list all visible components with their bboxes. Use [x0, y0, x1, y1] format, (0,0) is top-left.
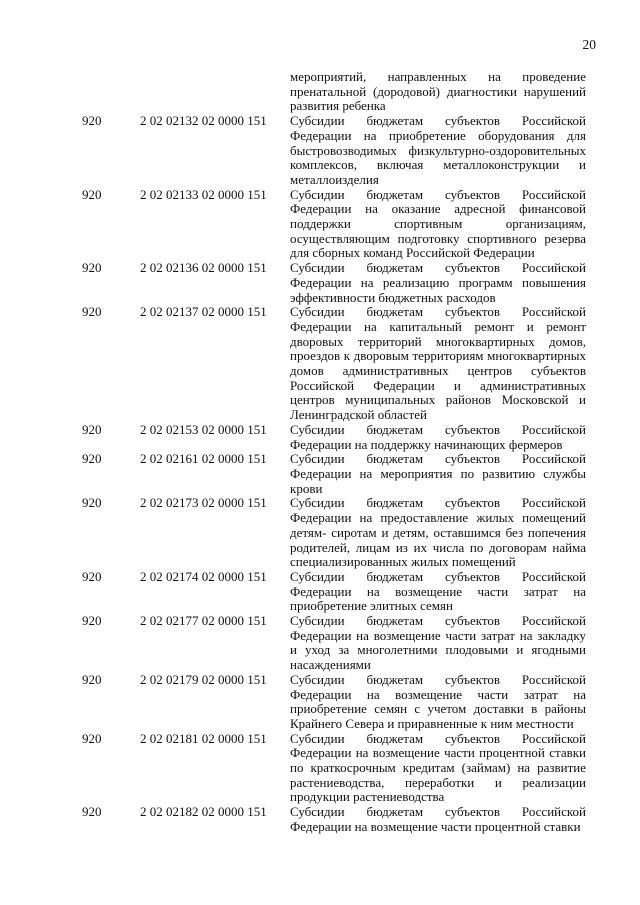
admin-code: 920: [82, 671, 102, 687]
kbk-code: 2 02 02179 02 0000 151: [140, 671, 267, 687]
kbk-code: 2 02 02133 02 0000 151: [140, 186, 267, 202]
kbk-code: 2 02 02174 02 0000 151: [140, 568, 267, 584]
table-row: [82, 570, 586, 614]
kbk-code: 2 02 02132 02 0000 151: [140, 113, 267, 129]
page-number: 20: [582, 37, 596, 52]
table-row: [82, 261, 586, 305]
row-description: Субсидии бюджетам субъектов Российской Федерации на возмещение части затрат на закладку и уход за многолетними плодовыми и ягодными насаждениями: [290, 613, 586, 673]
table-row: [82, 452, 586, 496]
table-row: [82, 614, 586, 673]
row-description: Субсидии бюджетам субъектов Российской Федерации на поддержку начинающих фермеров: [290, 421, 586, 452]
budget-codes-table: [82, 70, 586, 835]
row-description: Субсидии бюджетам субъектов Российской Федерации на мероприятия по развитию службы крови: [290, 451, 586, 496]
table-row: [82, 114, 586, 188]
table-row: [82, 805, 586, 834]
row-description: Субсидии бюджетам субъектов Российской Федерации на возмещение части затрат на приобретение элитных семян: [290, 568, 586, 614]
table-row: [82, 70, 586, 114]
kbk-code: 2 02 02137 02 0000 151: [140, 304, 267, 320]
kbk-code: 2 02 02182 02 0000 151: [140, 804, 267, 820]
kbk-code: 2 02 02173 02 0000 151: [140, 495, 267, 511]
admin-code: 920: [82, 495, 102, 511]
row-description: Субсидии бюджетам субъектов Российской Федерации на оказание адресной финансовой поддержки спортивным организациям, осуществляющим подготовку спортивного резерва для сборных команд Российской Федерации: [290, 186, 586, 261]
table-row: [82, 188, 586, 262]
admin-code: 920: [82, 186, 102, 202]
row-description: Субсидии бюджетам субъектов Российской Федерации на возмещение части затрат на приобретение семян с учетом доставки в районы Крайнего Севера и приравненные к ним местности: [290, 671, 586, 731]
kbk-code: 2 02 02181 02 0000 151: [140, 730, 267, 746]
row-description: Субсидии бюджетам субъектов Российской Федерации на приобретение оборудования для быстровозводимых физкультурно-оздоровительных комплексов, включая металлоконструкции и металлоизделия: [290, 113, 586, 187]
kbk-code: 2 02 02161 02 0000 151: [140, 451, 267, 467]
admin-code: 920: [82, 568, 102, 584]
admin-code: 920: [82, 304, 102, 320]
admin-code: 920: [82, 113, 102, 129]
table-row: [82, 423, 586, 452]
table-row: [82, 673, 586, 732]
row-description: Субсидии бюджетам субъектов Российской Федерации на реализацию программ повышения эффективности бюджетных расходов: [290, 260, 586, 305]
row-description: Субсидии бюджетам субъектов Российской Федерации на возмещение части процентной ставки: [290, 804, 586, 834]
admin-code: 920: [82, 804, 102, 820]
admin-code: 920: [82, 260, 102, 276]
admin-code: 920: [82, 730, 102, 746]
kbk-code: 2 02 02153 02 0000 151: [140, 421, 267, 437]
admin-code: 920: [82, 451, 102, 467]
row-description: мероприятий, направленных на проведение пренатальной (дородовой) диагностики нарушений развития ребенка: [290, 69, 586, 114]
kbk-code: [140, 70, 290, 114]
table-row: [82, 732, 586, 806]
row-description: Субсидии бюджетам субъектов Российской Федерации на капитальный ремонт и ремонт дворовых территорий многоквартирных домов, проездов к дворовым территориям многоквартирных домов административных центров субъектов Российской Федерации и административных центров муниципальных районов Московской и Ленинградской областей: [290, 304, 586, 423]
kbk-code: 2 02 02136 02 0000 151: [140, 260, 267, 276]
row-description: Субсидии бюджетам субъектов Российской Федерации на возмещение части процентной ставки по краткосрочным кредитам (займам) на развитие растениеводства, переработки и реализации продукции растениеводства: [290, 730, 586, 805]
table-row: [82, 305, 586, 423]
table-row: [82, 496, 586, 570]
admin-code: 920: [82, 421, 102, 437]
kbk-code: 2 02 02177 02 0000 151: [140, 613, 267, 629]
row-description: Субсидии бюджетам субъектов Российской Федерации на предоставление жилых помещений детям- сиротам и детям, оставшимся без попечения родителей, лицам из их числа по договорам найма специализированных жилых помещений: [290, 495, 586, 570]
admin-code: 920: [82, 613, 102, 629]
admin-code: [82, 70, 140, 114]
